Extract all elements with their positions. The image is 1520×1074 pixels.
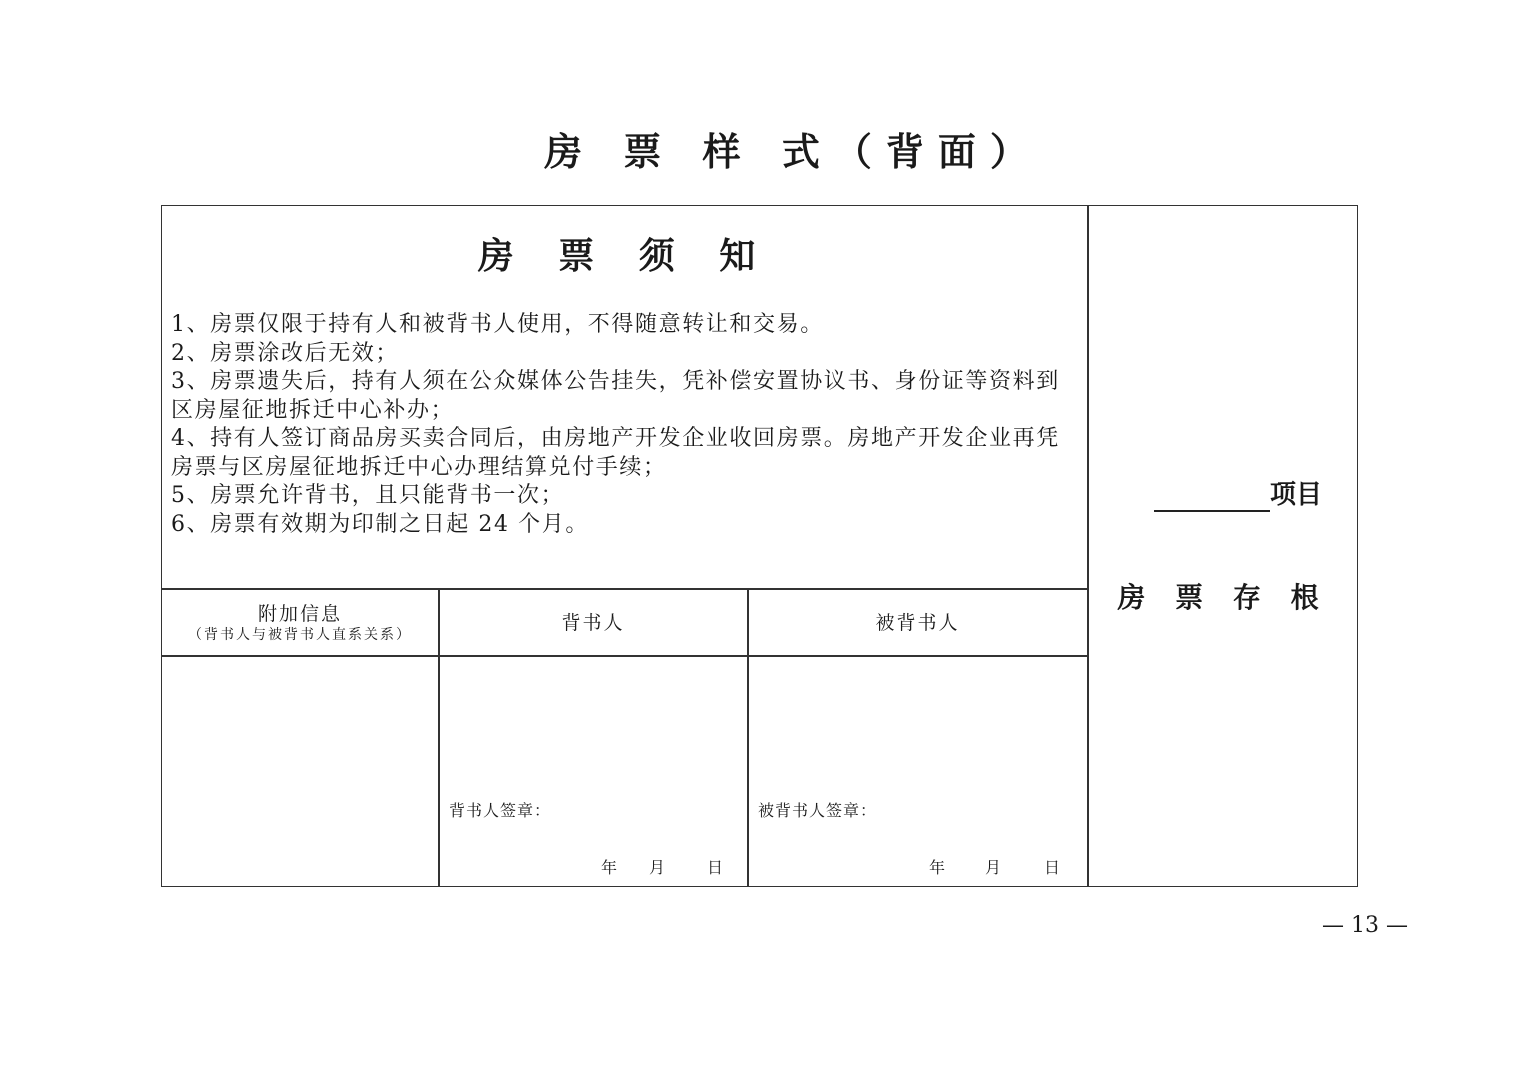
notice-list bbox=[171, 311, 1081, 539]
endorsee-header bbox=[748, 590, 1087, 655]
project-row bbox=[1154, 478, 1344, 512]
endorser-header bbox=[439, 590, 747, 655]
endorser-date-month: 月 bbox=[649, 858, 666, 877]
notice-title: 房 票 须 知 bbox=[477, 235, 772, 277]
endorser-date-day: 日 bbox=[707, 858, 724, 877]
divider-stub bbox=[1087, 205, 1089, 887]
additional-info-header bbox=[162, 590, 438, 655]
endorser-header-label: 背书人 bbox=[561, 611, 625, 634]
endorsee-date-month: 月 bbox=[985, 858, 1002, 877]
project-name-blank[interactable] bbox=[1154, 510, 1270, 512]
notice-item-1: 1、房票仅限于持有人和被背书人使用，不得随意转让和交易。 bbox=[171, 312, 824, 337]
endorsee-header-label: 被背书人 bbox=[875, 611, 960, 634]
additional-info-title: 附加信息 bbox=[257, 602, 342, 625]
page-title: 房 票 样 式（背面） bbox=[544, 129, 1042, 174]
notice-item-5: 5、房票允许背书，且只能背书一次； bbox=[171, 483, 565, 508]
endorsee-sign-label: 被背书人签章： bbox=[758, 801, 878, 820]
endorsee-date-year: 年 bbox=[929, 858, 946, 877]
endorser-date-year: 年 bbox=[601, 858, 618, 877]
page-number: — 13 — bbox=[1322, 913, 1408, 938]
endorser-sign-label: 背书人签章： bbox=[449, 801, 552, 820]
notice-item-4: 4、持有人签订商品房买卖合同后，由房地产开发企业收回房票。房地产开发企业再凭房票与区房屋征地拆迁中心办理结算兑付手续； bbox=[171, 426, 1060, 480]
notice-item-6: 6、房票有效期为印制之日起 24 个月。 bbox=[171, 511, 589, 537]
endorsee-date-day: 日 bbox=[1044, 858, 1061, 877]
additional-info-field[interactable] bbox=[163, 657, 437, 886]
notice-item-2: 2、房票涂改后无效； bbox=[171, 340, 399, 366]
project-label: 项目 bbox=[1270, 480, 1323, 510]
notice-item-3: 3、房票遗失后，持有人须在公众媒体公告挂失，凭补偿安置协议书、身份证等资料到区房屋征地拆迁中心补办； bbox=[171, 369, 1060, 423]
additional-info-subtitle: （背书人与被背书人直系关系） bbox=[188, 626, 412, 643]
stub-title: 房 票 存 根 bbox=[1117, 581, 1329, 614]
